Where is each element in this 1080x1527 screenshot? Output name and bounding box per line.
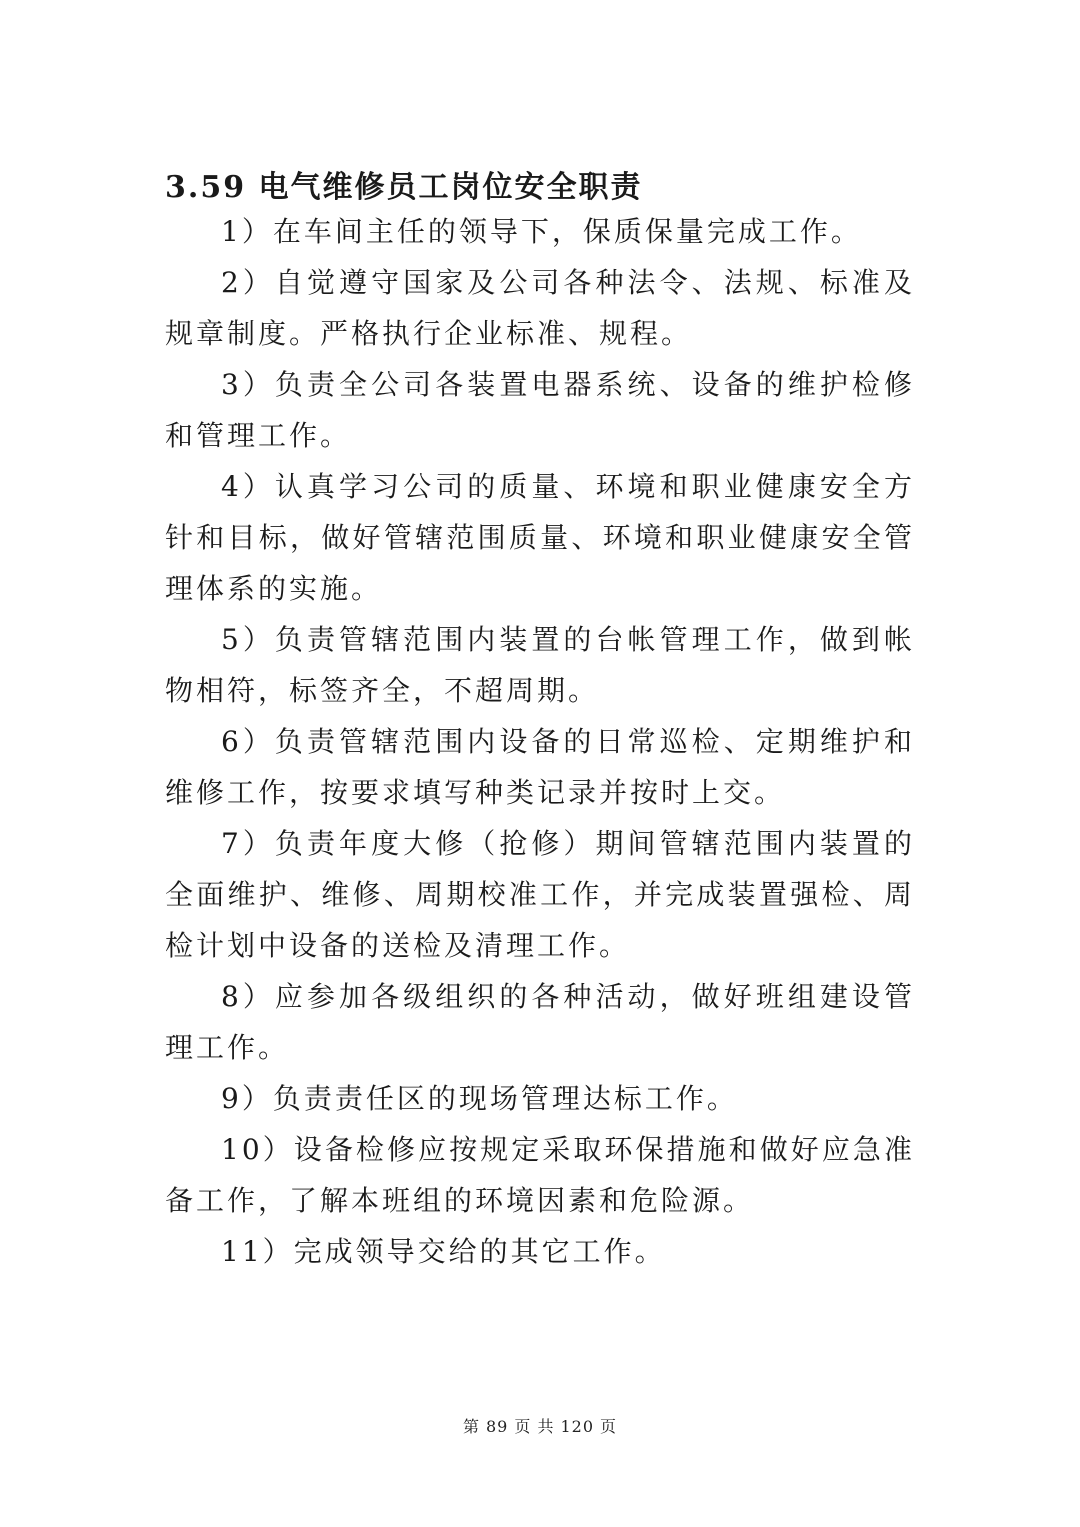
duty-item: 4）认真学习公司的质量、环境和职业健康安全方针和目标，做好管辖范围质量、环境和职业健康安全管理体系的实施。 — [165, 470, 915, 605]
duty-item: 1）在车间主任的领导下，保质保量完成工作。 — [221, 215, 862, 248]
footer-page-mid: 页 共 — [514, 1417, 555, 1436]
section-heading — [165, 162, 643, 206]
footer-page-prefix: 第 — [462, 1417, 480, 1436]
duty-item: 8）应参加各级组织的各种活动，做好班组建设管理工作。 — [165, 980, 915, 1064]
section-title: 电气维修员工岗位安全职责 — [258, 170, 643, 205]
duty-item: 5）负责管辖范围内装置的台帐管理工作，做到帐物相符，标签齐全，不超周期。 — [165, 623, 915, 707]
duty-item: 11）完成领导交给的其它工作。 — [221, 1235, 666, 1268]
duty-item: 9）负责责任区的现场管理达标工作。 — [221, 1082, 738, 1115]
duty-item: 3）负责全公司各装置电器系统、设备的维护检修和管理工作。 — [165, 368, 915, 452]
duty-item: 7）负责年度大修（抢修）期间管辖范围内装置的全面维护、维修、周期校准工作，并完成装置强检、周检计划中设备的送检及清理工作。 — [165, 827, 915, 962]
page-footer — [0, 1414, 1080, 1437]
duty-item: 2）自觉遵守国家及公司各种法令、法规、标准及规章制度。严格执行企业标准、规程。 — [165, 266, 915, 350]
duty-item: 10）设备检修应按规定采取环保措施和做好应急准备工作，了解本班组的环境因素和危险源。 — [165, 1133, 915, 1217]
duty-list — [165, 206, 915, 1277]
footer-total-pages: 120 — [560, 1417, 594, 1436]
duty-item: 6）负责管辖范围内设备的日常巡检、定期维护和维修工作，按要求填写种类记录并按时上交。 — [165, 725, 915, 809]
footer-page-suffix: 页 — [600, 1417, 618, 1436]
section-number: 3.59 — [165, 170, 247, 205]
footer-page-number: 89 — [486, 1417, 509, 1436]
